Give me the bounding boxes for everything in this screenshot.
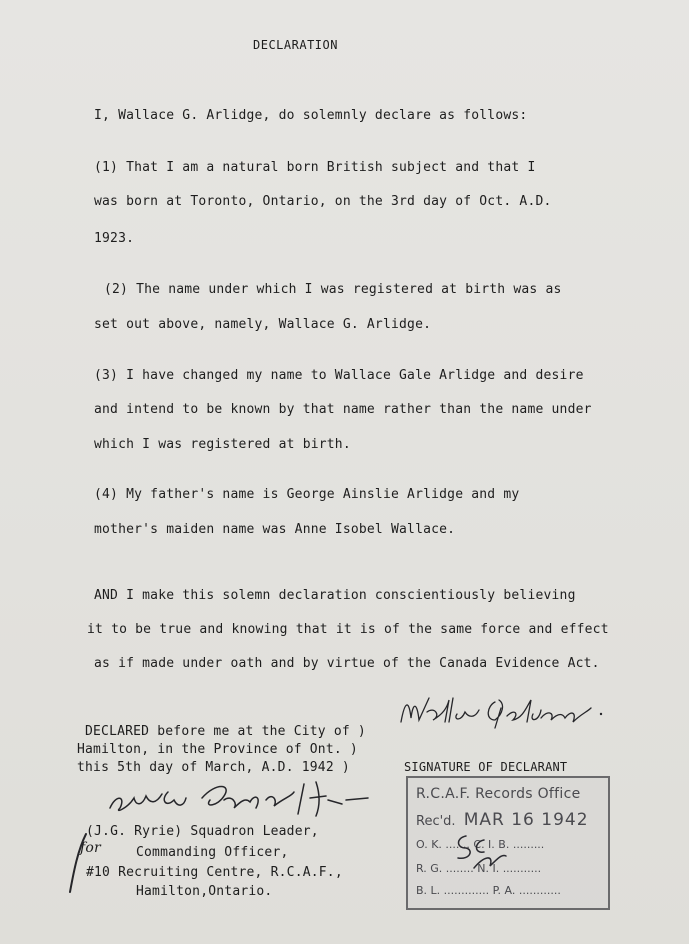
closing-line3: as if made under oath and by virtue of the Canada Evidence Act. [94,656,600,671]
records-office-stamp [406,776,610,910]
declarant-signature-text: Wallace G. Arlidge [395,740,406,741]
stamp-bl-line: B. L. ............. P. A. ............ [416,884,561,897]
closing-line2: it to be true and knowing that it is of the same force and effect [87,622,609,637]
stamp-ok-line: O. K. ....... C. I. B. ......... [416,838,545,851]
stamp-office-name: R.C.A.F. Records Office [416,786,581,802]
para2-line1: (2) The name under which I was registered at birth was as [104,282,562,297]
declared-line2: Hamilton, in the Province of Ont. ) [77,742,358,757]
stamp-received-row [416,810,589,830]
para3-line1: (3) I have changed my name to Wallace Gale Arlidge and desire [94,368,584,383]
officer-prefix: for [80,840,101,856]
stamp-received-date: MAR 16 1942 [463,810,589,830]
officer-line3: #10 Recruiting Centre, R.C.A.F., [86,865,343,880]
document-title: DECLARATION [253,38,338,52]
officer-line1: (J.G. Ryrie) Squadron Leader, [86,824,319,839]
stamp-initials-mark [444,828,514,878]
declared-line1: DECLARED before me at the City of ) [85,724,366,739]
intro-line: I, Wallace G. Arlidge, do solemnly declare as follows: [94,108,528,123]
officer-signature-text: J. G. Ryrie, S/Ldr. [106,822,118,823]
para1-line2: was born at Toronto, Ontario, on the 3rd day of Oct. A.D. [94,194,552,209]
declared-line3: this 5th day of March, A.D. 1942 ) [77,760,350,775]
officer-line2: Commanding Officer, [136,845,289,860]
para4-line1: (4) My father's name is George Ainslie Arlidge and my [94,487,520,502]
officer-line4: Hamilton,Ontario. [136,884,273,899]
para4-line2: mother's maiden name was Anne Isobel Wallace. [94,522,456,537]
declarant-signature [395,692,620,742]
para2-line2: set out above, namely, Wallace G. Arlidge. [94,317,432,332]
para3-line3: which I was registered at birth. [94,437,351,452]
stamp-received-label: Rec'd. [416,814,456,829]
para3-line2: and intend to be known by that name rather than the name under [94,402,592,417]
para1-line1: (1) That I am a natural born British subject and that I [94,160,536,175]
stamp-initials-text: SC [444,876,446,877]
margin-bracket-mark [64,830,94,896]
declarant-label: SIGNATURE OF DECLARANT [404,760,568,774]
stamp-rg-line: R. G. ........ N. I. ........... [416,862,542,875]
closing-line1: AND I make this solemn declaration conscientiously believing [94,588,576,603]
officer-signature [106,778,371,824]
para1-line3: 1923. [94,231,135,246]
